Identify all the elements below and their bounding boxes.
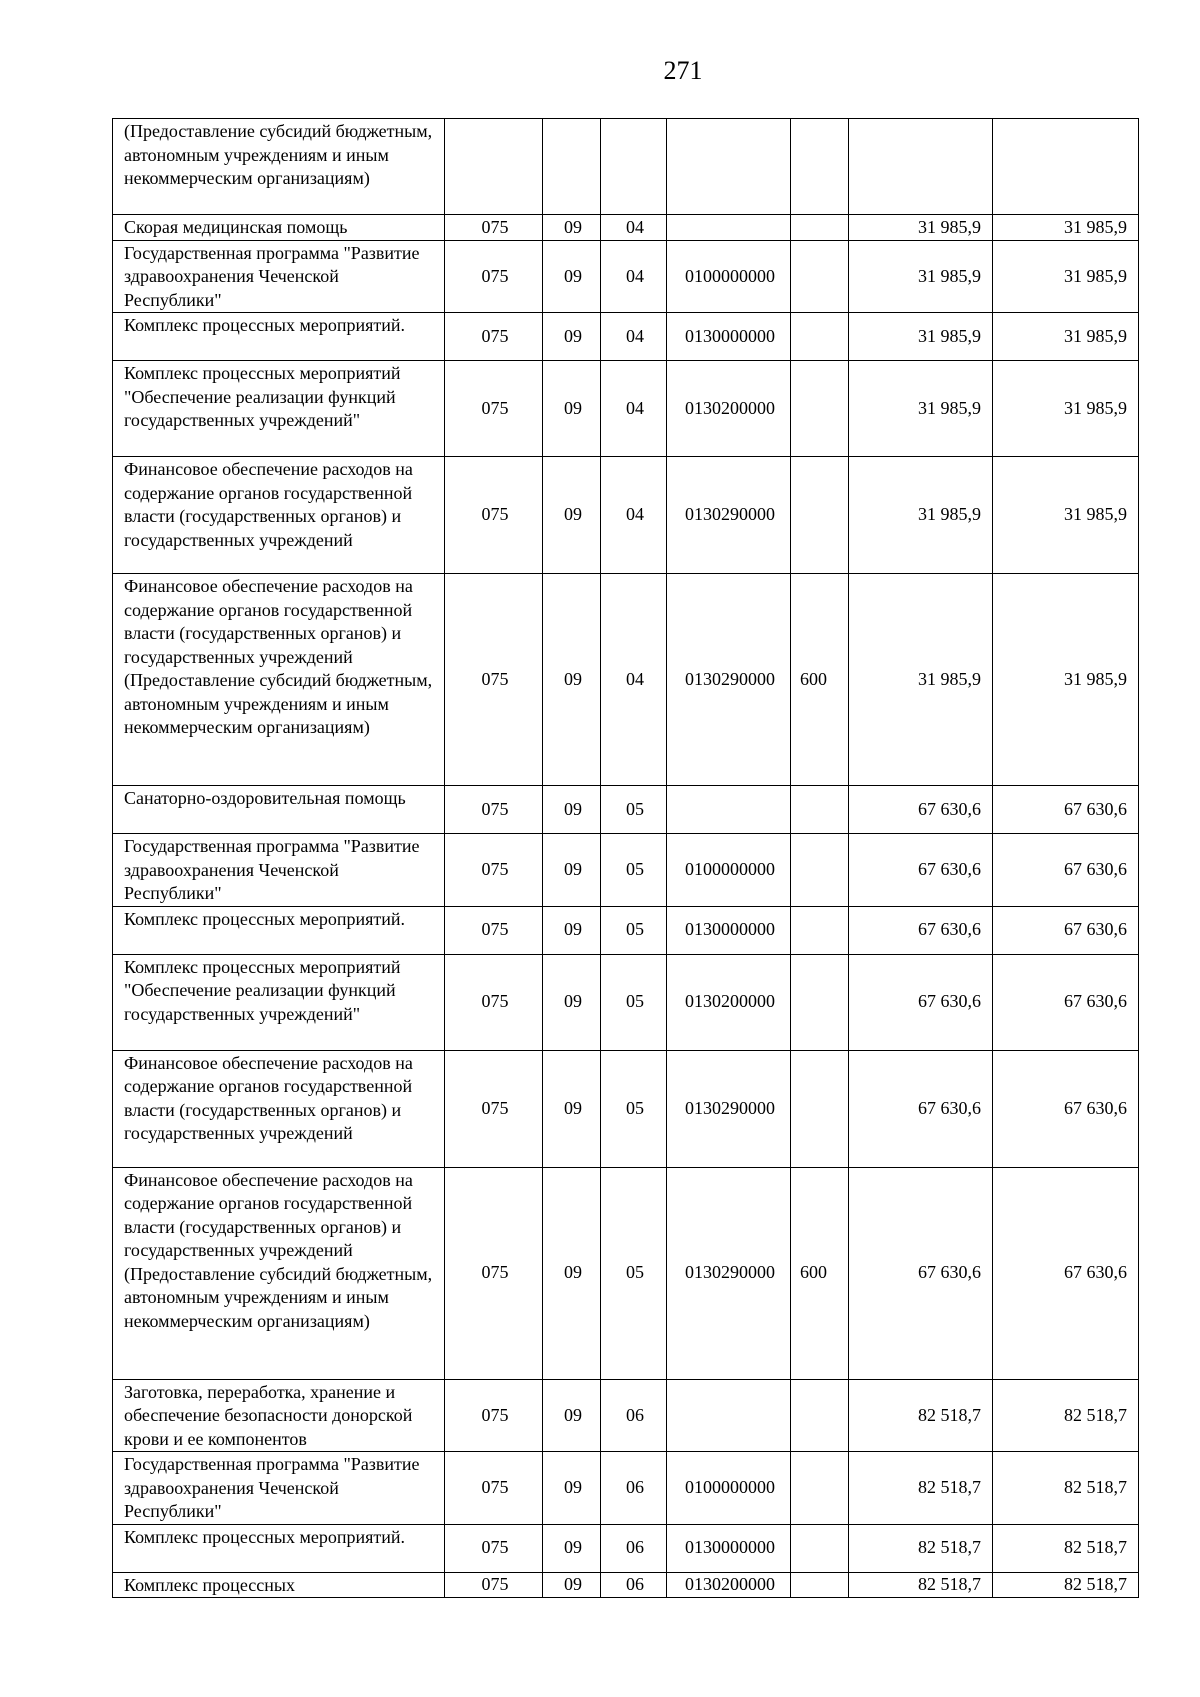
cell-csr: 0130000000 xyxy=(667,1524,791,1572)
cell-ved: 075 xyxy=(445,954,543,1050)
cell-sum-2: 67 630,6 xyxy=(993,786,1139,834)
cell-vr xyxy=(791,954,849,1050)
table-row xyxy=(113,215,1139,241)
cell-pr: 06 xyxy=(601,1452,667,1525)
cell-sum-2 xyxy=(993,119,1139,215)
cell-pr: 04 xyxy=(601,313,667,361)
cell-vr xyxy=(791,1050,849,1167)
cell-name: Заготовка, переработка, хранение и обеспечение безопасности донорской крови и ее компонентов xyxy=(113,1379,445,1452)
cell-sum-1: 67 630,6 xyxy=(849,1050,993,1167)
cell-rz: 09 xyxy=(543,834,601,907)
cell-sum-2: 67 630,6 xyxy=(993,834,1139,907)
cell-csr: 0100000000 xyxy=(667,1452,791,1525)
cell-sum-2: 82 518,7 xyxy=(993,1572,1139,1598)
cell-sum-2: 31 985,9 xyxy=(993,240,1139,313)
cell-sum-2: 31 985,9 xyxy=(993,313,1139,361)
cell-ved: 075 xyxy=(445,1050,543,1167)
cell-sum-2: 31 985,9 xyxy=(993,457,1139,574)
cell-sum-2: 31 985,9 xyxy=(993,574,1139,786)
table-row xyxy=(113,240,1139,313)
cell-ved: 075 xyxy=(445,361,543,457)
cell-vr xyxy=(791,1524,849,1572)
cell-csr: 0130290000 xyxy=(667,457,791,574)
cell-sum-2: 31 985,9 xyxy=(993,361,1139,457)
cell-name: Комплекс процессных xyxy=(113,1572,445,1598)
cell-sum-2: 67 630,6 xyxy=(993,1167,1139,1379)
table-row xyxy=(113,361,1139,457)
cell-ved: 075 xyxy=(445,1379,543,1452)
cell-name: Комплекс процессных мероприятий "Обеспечение реализации функций государственных учреждений" xyxy=(113,361,445,457)
cell-rz: 09 xyxy=(543,954,601,1050)
table-row xyxy=(113,1379,1139,1452)
cell-pr: 05 xyxy=(601,834,667,907)
cell-ved: 075 xyxy=(445,457,543,574)
cell-pr: 04 xyxy=(601,574,667,786)
cell-csr: 0130200000 xyxy=(667,954,791,1050)
cell-rz: 09 xyxy=(543,215,601,241)
cell-sum-1: 67 630,6 xyxy=(849,954,993,1050)
cell-sum-1: 31 985,9 xyxy=(849,240,993,313)
cell-name: Финансовое обеспечение расходов на содержание органов государственной власти (государственных органов) и государственных учреждений xyxy=(113,457,445,574)
cell-pr: 05 xyxy=(601,786,667,834)
cell-rz: 09 xyxy=(543,1379,601,1452)
cell-name: Государственная программа "Развитие здравоохранения Чеченской Республики" xyxy=(113,834,445,907)
cell-name: Комплекс процессных мероприятий. xyxy=(113,906,445,954)
cell-sum-1: 31 985,9 xyxy=(849,361,993,457)
cell-sum-2: 82 518,7 xyxy=(993,1379,1139,1452)
table-row xyxy=(113,119,1139,215)
cell-sum-1: 31 985,9 xyxy=(849,457,993,574)
cell-rz: 09 xyxy=(543,313,601,361)
cell-rz: 09 xyxy=(543,574,601,786)
cell-rz xyxy=(543,119,601,215)
cell-ved: 075 xyxy=(445,1524,543,1572)
cell-ved: 075 xyxy=(445,1167,543,1379)
table-row xyxy=(113,834,1139,907)
page-number: 271 xyxy=(663,56,703,85)
cell-name: Государственная программа "Развитие здравоохранения Чеченской Республики" xyxy=(113,240,445,313)
cell-name: Санаторно-оздоровительная помощь xyxy=(113,786,445,834)
cell-sum-1: 67 630,6 xyxy=(849,834,993,907)
cell-ved: 075 xyxy=(445,786,543,834)
cell-pr: 06 xyxy=(601,1572,667,1598)
cell-pr: 06 xyxy=(601,1524,667,1572)
cell-rz: 09 xyxy=(543,906,601,954)
cell-vr xyxy=(791,119,849,215)
cell-pr xyxy=(601,119,667,215)
cell-csr: 0130290000 xyxy=(667,1050,791,1167)
cell-rz: 09 xyxy=(543,1524,601,1572)
cell-name: Скорая медицинская помощь xyxy=(113,215,445,241)
cell-ved: 075 xyxy=(445,1452,543,1525)
cell-rz: 09 xyxy=(543,1452,601,1525)
cell-sum-1: 82 518,7 xyxy=(849,1524,993,1572)
cell-sum-2: 67 630,6 xyxy=(993,1050,1139,1167)
cell-sum-2: 67 630,6 xyxy=(993,906,1139,954)
cell-name: Государственная программа "Развитие здравоохранения Чеченской Республики" xyxy=(113,1452,445,1525)
cell-vr: 600 xyxy=(791,574,849,786)
cell-csr: 0100000000 xyxy=(667,240,791,313)
cell-name: Комплекс процессных мероприятий. xyxy=(113,1524,445,1572)
cell-pr: 05 xyxy=(601,954,667,1050)
cell-csr xyxy=(667,119,791,215)
cell-name: Комплекс процессных мероприятий "Обеспечение реализации функций государственных учреждений" xyxy=(113,954,445,1050)
cell-csr: 0130000000 xyxy=(667,906,791,954)
cell-ved xyxy=(445,119,543,215)
cell-vr xyxy=(791,786,849,834)
cell-ved: 075 xyxy=(445,240,543,313)
cell-csr: 0130000000 xyxy=(667,313,791,361)
cell-csr: 0130290000 xyxy=(667,574,791,786)
cell-vr xyxy=(791,834,849,907)
cell-rz: 09 xyxy=(543,1572,601,1598)
cell-sum-1: 31 985,9 xyxy=(849,574,993,786)
cell-vr xyxy=(791,361,849,457)
cell-vr xyxy=(791,457,849,574)
cell-vr xyxy=(791,313,849,361)
cell-rz: 09 xyxy=(543,457,601,574)
cell-csr: 0130200000 xyxy=(667,1572,791,1598)
cell-name: Финансовое обеспечение расходов на содержание органов государственной власти (государственных органов) и государственных учреждений (Предоставление субсидий бюджетным, автономным учреждениям и иным некоммерческим организациям) xyxy=(113,574,445,786)
cell-sum-2: 67 630,6 xyxy=(993,954,1139,1050)
cell-ved: 075 xyxy=(445,313,543,361)
cell-csr xyxy=(667,1379,791,1452)
cell-pr: 05 xyxy=(601,906,667,954)
table-row xyxy=(113,1572,1139,1598)
cell-vr xyxy=(791,1572,849,1598)
cell-rz: 09 xyxy=(543,361,601,457)
cell-vr xyxy=(791,1452,849,1525)
cell-name: Комплекс процессных мероприятий. xyxy=(113,313,445,361)
cell-rz: 09 xyxy=(543,1167,601,1379)
cell-vr xyxy=(791,1379,849,1452)
cell-vr xyxy=(791,240,849,313)
cell-pr: 04 xyxy=(601,457,667,574)
cell-name: Финансовое обеспечение расходов на содержание органов государственной власти (государственных органов) и государственных учреждений xyxy=(113,1050,445,1167)
table-row xyxy=(113,313,1139,361)
cell-sum-2: 31 985,9 xyxy=(993,215,1139,241)
cell-pr: 06 xyxy=(601,1379,667,1452)
table-row xyxy=(113,1452,1139,1525)
cell-vr: 600 xyxy=(791,1167,849,1379)
cell-sum-1: 67 630,6 xyxy=(849,786,993,834)
cell-rz: 09 xyxy=(543,786,601,834)
table-row xyxy=(113,954,1139,1050)
cell-vr xyxy=(791,906,849,954)
cell-rz: 09 xyxy=(543,240,601,313)
cell-sum-1 xyxy=(849,119,993,215)
budget-table xyxy=(112,118,1139,1598)
cell-sum-1: 82 518,7 xyxy=(849,1452,993,1525)
cell-sum-1: 82 518,7 xyxy=(849,1379,993,1452)
cell-ved: 075 xyxy=(445,906,543,954)
table-row xyxy=(113,906,1139,954)
cell-sum-1: 31 985,9 xyxy=(849,215,993,241)
cell-csr xyxy=(667,215,791,241)
cell-ved: 075 xyxy=(445,574,543,786)
table-row xyxy=(113,574,1139,786)
cell-rz: 09 xyxy=(543,1050,601,1167)
cell-csr: 0100000000 xyxy=(667,834,791,907)
cell-name: Финансовое обеспечение расходов на содержание органов государственной власти (государственных органов) и государственных учреждений (Предоставление субсидий бюджетным, автономным учреждениям и иным некоммерческим организациям) xyxy=(113,1167,445,1379)
table-row xyxy=(113,1050,1139,1167)
table-row xyxy=(113,786,1139,834)
cell-pr: 04 xyxy=(601,215,667,241)
cell-pr: 05 xyxy=(601,1050,667,1167)
cell-sum-1: 82 518,7 xyxy=(849,1572,993,1598)
cell-sum-1: 67 630,6 xyxy=(849,1167,993,1379)
cell-csr: 0130200000 xyxy=(667,361,791,457)
cell-sum-2: 82 518,7 xyxy=(993,1524,1139,1572)
cell-pr: 05 xyxy=(601,1167,667,1379)
cell-name: (Предоставление субсидий бюджетным, автономным учреждениям и иным некоммерческим организациям) xyxy=(113,119,445,215)
table-row xyxy=(113,457,1139,574)
cell-sum-1: 31 985,9 xyxy=(849,313,993,361)
cell-sum-2: 82 518,7 xyxy=(993,1452,1139,1525)
cell-pr: 04 xyxy=(601,361,667,457)
cell-csr xyxy=(667,786,791,834)
cell-ved: 075 xyxy=(445,215,543,241)
table-row xyxy=(113,1524,1139,1572)
cell-ved: 075 xyxy=(445,834,543,907)
cell-pr: 04 xyxy=(601,240,667,313)
table-body xyxy=(113,119,1139,1598)
table-row xyxy=(113,1167,1139,1379)
cell-vr xyxy=(791,215,849,241)
cell-csr: 0130290000 xyxy=(667,1167,791,1379)
cell-ved: 075 xyxy=(445,1572,543,1598)
cell-sum-1: 67 630,6 xyxy=(849,906,993,954)
